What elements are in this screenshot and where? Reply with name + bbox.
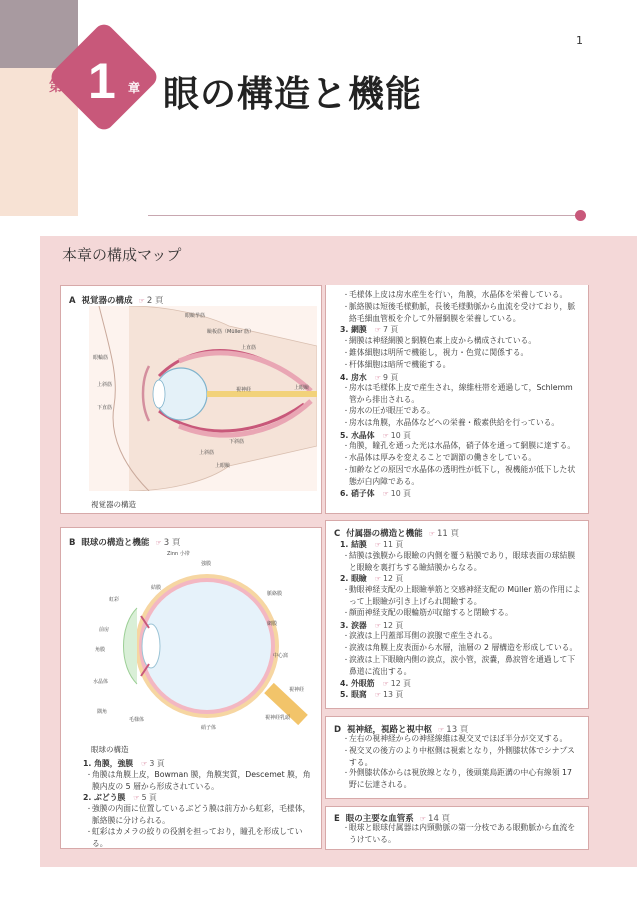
subsection-title (340, 574, 582, 585)
section-b-title: 眼球の構造と機能 (81, 538, 150, 548)
label-anterior-chamber: 前房 (99, 627, 110, 633)
subsection-title (340, 540, 582, 551)
label-orbicularis: 眼輪筋 (93, 355, 109, 361)
section-a-letter: A (69, 296, 76, 306)
label-inferior-rectus: 下直筋 (97, 405, 113, 411)
visual-organ-diagram (89, 306, 317, 491)
section-a-title: 視覚器の構成 (81, 296, 133, 306)
section-c-text (340, 539, 582, 701)
section-e-ref: 14 頁 (428, 814, 451, 824)
subsection-label: 3. 網膜 (340, 325, 367, 335)
section-c-header (334, 527, 459, 539)
subsection-title (83, 759, 315, 770)
figure-b-caption: 眼球の構造 (91, 745, 129, 754)
label-cornea: 角膜 (95, 647, 106, 653)
eyeball-figure (89, 548, 317, 738)
subsection-label: 6. 硝子体 (340, 488, 375, 498)
section-e-title: 眼の主要な血管系 (345, 814, 414, 824)
bullet-item: ・ 房水の圧が眼圧である。 (340, 406, 582, 418)
section-a-box (60, 285, 322, 514)
page-number: 1 (576, 34, 583, 47)
section-d-letter: D (334, 725, 342, 735)
bullet-item: ・ 錐体細胞は明所で機能し，視力・色覚に関係する。 (340, 348, 582, 360)
subsection-ref: 5 頁 (141, 793, 157, 803)
bullet-item: ・ 左右の視神経からの神経線維は視交叉でほぼ半分が交叉する。 (340, 734, 582, 746)
bullet-item: ・ 動眼神経支配の上眼瞼挙筋と交感神経支配の Müller 筋の作用によって上眼瞼が引き上げられ開瞼する。 (340, 585, 582, 608)
page-ref-icon: ☞ (133, 794, 140, 803)
page-ref-icon: ☞ (382, 431, 389, 440)
subsection-label: 1. 結膜 (340, 540, 367, 549)
label-inferior-oblique: 下斜筋 (229, 439, 245, 445)
subsection-label: 1. 角膜，強膜 (83, 759, 134, 768)
page-ref-icon: ☞ (382, 489, 389, 498)
chapter-prefix: 第 (49, 79, 63, 95)
page-ref-icon: ☞ (374, 541, 381, 549)
label-superior-oblique: 上斜筋 (97, 382, 113, 388)
bullet-item: ・ 房水は角膜，水晶体などへの栄養・酸素供給を行っている。 (340, 418, 582, 430)
label-retina: 網膜 (267, 621, 278, 627)
label-ciliary-body: 毛様体 (129, 717, 145, 723)
chapter-suffix: 章 (128, 81, 141, 95)
page-ref-icon: ☞ (138, 297, 145, 305)
bullet-item: ・ 涙液は角膜上皮表面から水層，油層の 2 層構造を形成している。 (340, 643, 582, 655)
subsection-ref: 9 頁 (382, 372, 399, 382)
bullet-item: ・ 角膜，瞳孔を通った光は水晶体，硝子体を通って網膜に達する。 (340, 441, 582, 453)
chapter-map-heading: 本章の構成マップ (62, 246, 182, 264)
bullet-item: ・ 毛様体上皮は房水産生を行い，角膜，水晶体を栄養している。 (340, 290, 582, 302)
subsection-title (340, 621, 582, 632)
figure-a-caption: 視覚器の構造 (91, 500, 136, 509)
bullet-item: ・ 視交叉の後方のより中枢側は視索となり，外側膝状体でシナプスする。 (340, 746, 582, 769)
label-zinn: Zinn 小帯 (167, 551, 190, 557)
chapter-title: 眼の構造と機能 (163, 73, 423, 115)
section-c-title: 付属器の構造と機能 (346, 529, 423, 539)
label-choroid: 脈絡膜 (267, 591, 283, 597)
subsection-ref: 7 頁 (382, 325, 399, 335)
subsection-title (340, 489, 582, 500)
label-sclera: 強膜 (201, 561, 212, 567)
subsection-title (83, 793, 315, 804)
subsection-label: 5. 水晶体 (340, 430, 375, 440)
label-fovea: 中心窩 (273, 653, 289, 659)
section-b-header (69, 536, 180, 548)
section-a-ref: 2 頁 (146, 296, 164, 306)
section-e-letter: E (334, 814, 340, 824)
subsection-ref: 10 頁 (390, 488, 411, 498)
page-ref-icon: ☞ (374, 326, 381, 335)
page-ref-icon: ☞ (374, 373, 381, 382)
page-ref-icon: ☞ (438, 726, 445, 734)
section-b-letter: B (69, 538, 76, 548)
label-angle: 隅角 (97, 709, 108, 715)
subsection-ref: 13 頁 (382, 690, 404, 700)
section-b-continued-text (340, 290, 582, 499)
section-c-ref: 11 頁 (436, 529, 459, 539)
bullet-item: ・ 涙液は上円蓋部耳側の涙腺で産生される。 (340, 631, 582, 643)
subsection-title (340, 325, 582, 336)
label-lens: 水晶体 (93, 679, 109, 685)
page-ref-icon: ☞ (374, 691, 381, 700)
section-b-text (83, 758, 315, 849)
section-e-text (340, 823, 582, 846)
label-conjunctiva: 結膜 (151, 585, 162, 591)
bullet-item: ・ 涙液は上下眼瞼内側の涙点，涙小管，涙嚢，鼻涙管を通過して下鼻道に流出する。 (340, 655, 582, 678)
title-rule (148, 215, 580, 216)
section-b-box (60, 527, 322, 849)
page-ref-icon: ☞ (374, 621, 381, 630)
bullet-item: ・ 加齢などの原因で水晶体の透明性が低下し，視機能が低下した状態が白内障である。 (340, 465, 582, 488)
section-d-box (325, 716, 589, 799)
label-superior-rectus: 上直筋 (241, 345, 257, 351)
section-a-header (69, 294, 163, 306)
subsection-label: 4. 外眼筋 (340, 678, 375, 688)
page-ref-icon: ☞ (374, 575, 381, 584)
bullet-item: ・ 眼球と眼球付属器は内頸動脈の第一分枝である眼動脈から血流をうけている。 (340, 823, 582, 846)
visual-organ-figure (89, 306, 317, 491)
page-ref-icon: ☞ (155, 539, 162, 547)
subsection-title (340, 431, 582, 442)
bullet-item: ・ 結膜は強膜から眼瞼の内側を覆う粘膜であり，眼球表面の球結膜と眼瞼を裏打ちする瞼結膜からなる。 (340, 551, 582, 574)
page-ref-icon: ☞ (428, 530, 435, 538)
subsection-ref: 12 頁 (382, 620, 404, 630)
chapter-number: 1 (88, 53, 116, 109)
label-upper-lid-2: 上眼瞼 (215, 463, 231, 469)
subsection-title (340, 690, 582, 701)
label-optic-nerve: 視神経 (236, 387, 252, 393)
bullet-item: ・ 水晶体は厚みを変えることで調節の働きをしている。 (340, 453, 582, 465)
bullet-item: ・ 房水は毛様体上皮で産生され，線維柱帯を通過して，Schlemm 管から排出される。 (340, 383, 582, 406)
label-optic-nerve-b: 視神経 (289, 687, 305, 693)
section-b-ref: 3 頁 (163, 538, 181, 548)
section-d-ref: 13 頁 (446, 725, 469, 735)
section-c-box (325, 520, 589, 709)
label-superior-oblique-2: 上斜筋 (199, 450, 215, 456)
subsection-ref: 12 頁 (390, 678, 411, 688)
bullet-item: ・ 強膜の内面に位置しているぶどう膜は前方から虹彩，毛様体，脈絡膜に分けられる。 (83, 804, 315, 827)
section-c-letter: C (334, 529, 341, 539)
bullet-item: ・ 杆体細胞は暗所で機能する。 (340, 360, 582, 372)
section-d-title: 視神経，視路と視中枢 (346, 725, 432, 735)
label-vitreous: 硝子体 (201, 725, 217, 731)
bullet-item: ・ 網膜は神経網膜と網膜色素上皮から構成されている。 (340, 336, 582, 348)
label-optic-disc: 視神経乳頭 (265, 715, 291, 721)
subsection-label: 3. 涙器 (340, 620, 367, 630)
bullet-item: ・ 外側膝状体からは視放線となり，後頭葉鳥距溝の中心有線領 17 野に伝達される。 (340, 768, 582, 791)
title-dot (575, 210, 586, 221)
label-iris: 虹彩 (109, 597, 120, 603)
subsection-label: 2. ぶどう膜 (83, 793, 126, 803)
bullet-item: ・ 顔面神経支配の眼輪筋が収縮すると閉瞼する。 (340, 608, 582, 620)
section-d-text (340, 734, 582, 791)
section-b-continued-box (325, 285, 589, 514)
bullet-item: ・ 虹彩はカメラの絞りの役割を担っており，瞳孔を形成している。 (83, 827, 315, 850)
section-e-box (325, 806, 589, 850)
page-ref-icon: ☞ (382, 679, 389, 688)
label-levator: 眼瞼挙筋 (185, 313, 206, 319)
eyeball-diagram (89, 548, 317, 738)
subsection-ref: 3 頁 (149, 759, 165, 768)
subsection-label: 5. 眼窩 (340, 690, 367, 700)
subsection-ref: 11 頁 (382, 540, 404, 549)
bullet-item: ・ 脈絡膜は短後毛様動脈，長後毛様動脈から血流を受けており，脈絡毛細血管板を介して外層網膜を栄養している。 (340, 302, 582, 325)
subsection-ref: 12 頁 (382, 574, 404, 584)
page-ref-icon: ☞ (141, 760, 148, 768)
label-upper-lid: 上眼瞼 (294, 385, 310, 391)
subsection-label: 2. 眼瞼 (340, 574, 367, 584)
subsection-ref: 10 頁 (390, 430, 411, 440)
label-muller: 瞼板筋（Müller 筋） (207, 329, 254, 335)
subsection-title (340, 373, 582, 384)
subsection-label: 4. 房水 (340, 372, 367, 382)
page-ref-icon: ☞ (419, 815, 427, 823)
bullet-item: ・ 角膜は角膜上皮，Bowman 膜，角膜実質，Descemet 膜，角膜内皮の 5 層から形成されている。 (83, 770, 315, 793)
subsection-title (340, 679, 582, 690)
